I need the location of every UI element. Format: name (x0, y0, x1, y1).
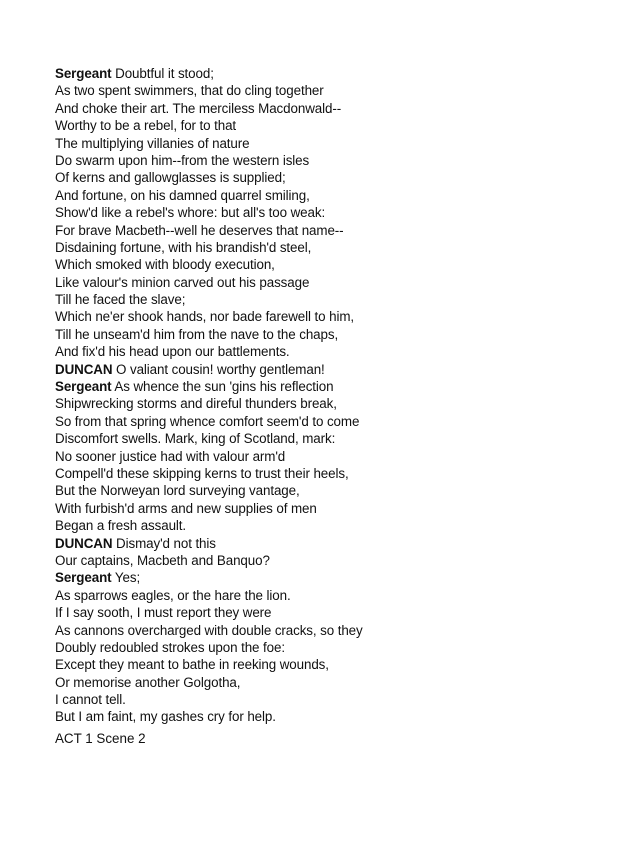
play-line (55, 135, 615, 152)
line-text: Compell'd these skipping kerns to trust their heels, (55, 465, 349, 481)
line-text: And choke their art. The merciless Macdonwald-- (55, 100, 342, 116)
speaker-name: Sergeant (55, 66, 112, 81)
play-line (55, 326, 615, 343)
line-text: Do swarm upon him--from the western isles (55, 152, 310, 168)
line-text: Doubly redoubled strokes upon the foe: (55, 639, 285, 655)
play-line (55, 535, 615, 552)
play-line (55, 169, 615, 186)
line-text: Which smoked with bloody execution, (55, 257, 275, 273)
play-line (55, 430, 615, 447)
play-line (55, 308, 615, 325)
speaker-name: DUNCAN (55, 535, 113, 551)
line-text: Discomfort swells. Mark, king of Scotland, mark: (55, 431, 336, 447)
play-text (55, 65, 615, 726)
line-text: O valiant cousin! worthy gentleman! (112, 361, 325, 377)
play-line (55, 708, 615, 725)
play-line (55, 82, 615, 99)
speaker-name: DUNCAN (55, 361, 113, 377)
line-text: As whence the sun 'gins his reflection (111, 379, 334, 395)
play-line (55, 448, 615, 465)
play-line (55, 639, 615, 656)
line-text: As cannons overcharged with double cracks, so they (55, 622, 363, 638)
play-line (55, 378, 615, 395)
play-line (55, 395, 615, 412)
scene-label: ACT 1 Scene 2 (55, 731, 146, 746)
play-line (55, 465, 615, 482)
line-text: And fix'd his head upon our battlements. (55, 344, 290, 360)
play-line (55, 674, 615, 691)
play-line (55, 152, 615, 169)
line-text: Show'd like a rebel's whore: but all's too weak: (55, 205, 326, 221)
play-line (55, 587, 615, 604)
line-text: Dismay'd not this (112, 535, 216, 551)
line-text: For brave Macbeth--well he deserves that name-- (55, 222, 344, 238)
line-text: Like valour's minion carved out his passage (55, 274, 310, 290)
play-line (55, 274, 615, 291)
play-line (55, 656, 615, 673)
line-text: Till he unseam'd him from the nave to the chaps, (55, 326, 339, 342)
line-text: Or memorise another Golgotha, (55, 674, 241, 690)
play-line (55, 187, 615, 204)
play-line (55, 100, 615, 117)
line-text: Doubtful it stood; (111, 66, 214, 81)
play-line (55, 413, 615, 430)
play-line (55, 343, 615, 360)
line-text: Our captains, Macbeth and Banquo? (55, 552, 270, 568)
line-text: I cannot tell. (55, 692, 126, 708)
play-line (55, 500, 615, 517)
line-text: Except they meant to bathe in reeking wounds, (55, 657, 329, 673)
play-line (55, 517, 615, 534)
play-line (55, 117, 615, 134)
play-line (55, 204, 615, 221)
line-text: Disdaining fortune, with his brandish'd steel, (55, 239, 312, 255)
line-text: Yes; (111, 570, 141, 586)
play-line (55, 569, 615, 586)
play-line (55, 65, 615, 82)
line-text: Shipwrecking storms and direful thunders break, (55, 396, 337, 412)
play-line (55, 291, 615, 308)
line-text: And fortune, on his damned quarrel smiling, (55, 187, 310, 203)
line-text: Which ne'er shook hands, nor bade farewell to him, (55, 309, 355, 325)
line-text: So from that spring whence comfort seem'd to come (55, 413, 360, 429)
line-text: As sparrows eagles, or the hare the lion. (55, 587, 291, 603)
play-line (55, 622, 615, 639)
line-text: The multiplying villanies of nature (55, 135, 250, 151)
play-line (55, 552, 615, 569)
speaker-name: Sergeant (55, 379, 112, 395)
line-text: With furbish'd arms and new supplies of men (55, 500, 317, 516)
play-line (55, 239, 615, 256)
play-line (55, 361, 615, 378)
line-text: If I say sooth, I must report they were (55, 605, 272, 621)
speaker-name: Sergeant (55, 570, 112, 586)
line-text: Worthy to be a rebel, for to that (55, 118, 237, 134)
line-text: No sooner justice had with valour arm'd (55, 448, 286, 464)
play-line (55, 256, 615, 273)
line-text: Of kerns and gallowglasses is supplied; (55, 170, 286, 186)
play-line (55, 482, 615, 499)
play-line (55, 604, 615, 621)
line-text: As two spent swimmers, that do cling together (55, 83, 324, 99)
line-text: Began a fresh assault. (55, 518, 187, 534)
line-text: But the Norweyan lord surveying vantage, (55, 483, 300, 499)
play-line (55, 222, 615, 239)
play-line (55, 691, 615, 708)
line-text: But I am faint, my gashes cry for help. (55, 709, 276, 725)
line-text: Till he faced the slave; (55, 292, 186, 308)
